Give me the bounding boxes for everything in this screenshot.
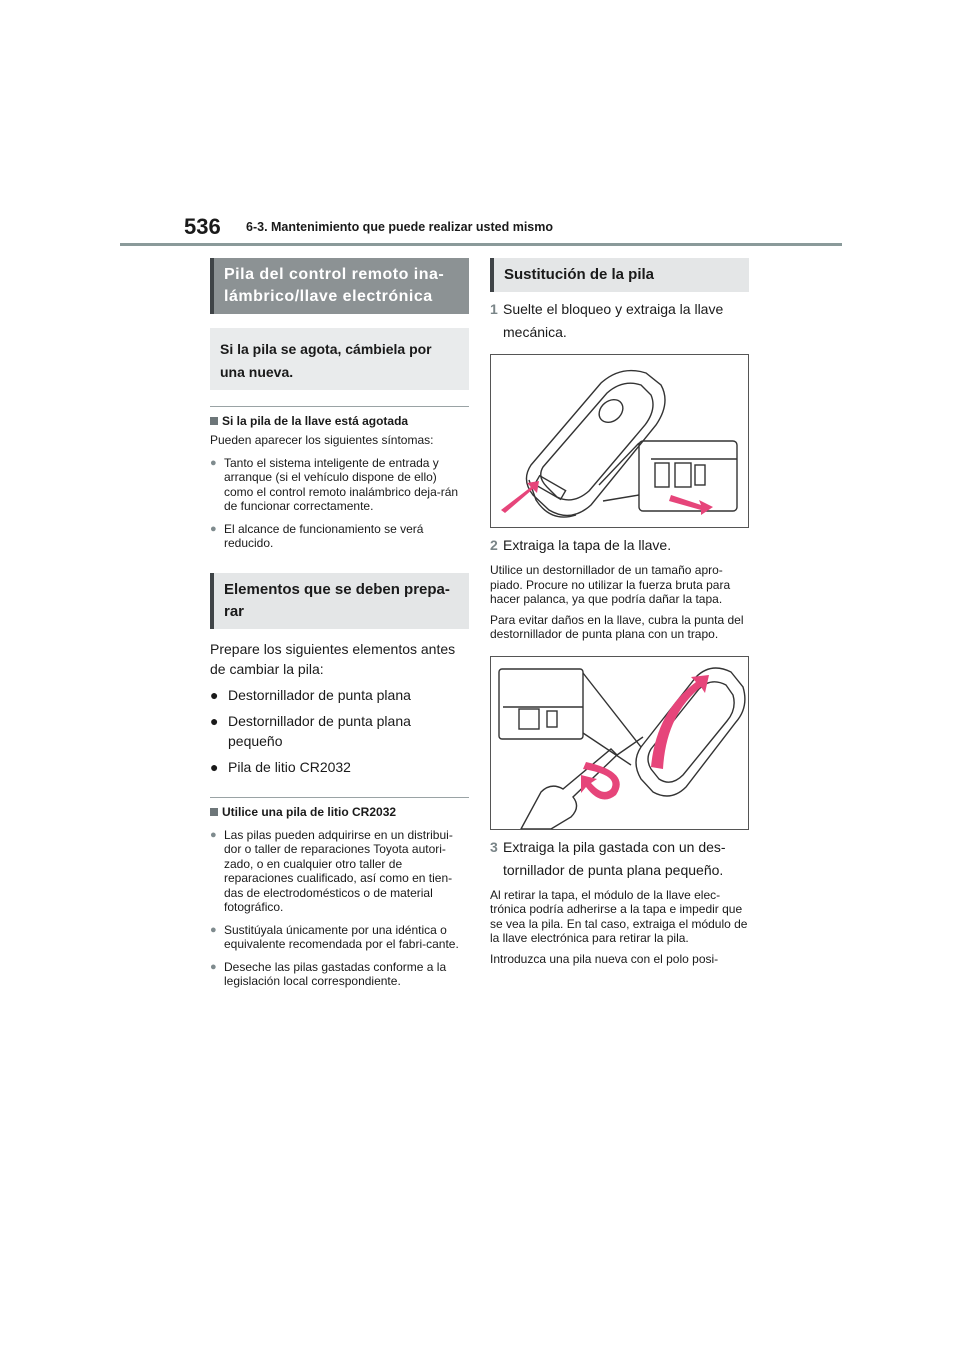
step3-note: Al retirar la tapa, el módulo de la llave elec-trónica podría adherirse a la tapa e impedir que se vea la pila. En tal caso, extraiga el módulo de la llave electrónica para retirar la pila. — [490, 887, 748, 945]
battery-section-header: Pila del control remoto ina- lámbrico/llave electrónica — [210, 258, 469, 314]
bullet-icon: ● — [210, 758, 219, 775]
intro-box: Si la pila se agota, cámbiela por una nueva. — [210, 328, 469, 390]
list-item: ● Pila de litio CR2032 — [210, 758, 351, 775]
header-rule — [120, 243, 842, 246]
subheading-dead-battery: Si la pila de la llave está agotada — [210, 413, 469, 429]
arrow-icon — [501, 481, 539, 513]
step-3: 3 Extraiga la pila gastada con un des-tornillador de punta plana pequeño. — [490, 838, 726, 878]
circle-bullet-icon: ● — [210, 828, 217, 841]
subheading-cr2032: Utilice una pila de litio CR2032 — [210, 804, 469, 820]
rotate-arrow-icon — [581, 762, 620, 800]
figure-remove-cover — [490, 656, 749, 830]
square-bullet-icon — [210, 417, 218, 425]
divider — [210, 797, 469, 798]
step2-note: Para evitar daños en la llave, cubra la punta del destornillador de punta plana con un trapo. — [490, 612, 744, 641]
list-item: ● Deseche las pilas gastadas conforme a la legislación local correspondiente. — [210, 959, 447, 988]
key-fob-illustration — [491, 355, 748, 527]
right-column — [490, 258, 749, 966]
step-2: 2 Extraiga la tapa de la llave. — [490, 537, 672, 553]
divider — [210, 406, 469, 407]
list-item: ● Destornillador de punta plana — [210, 686, 411, 703]
circle-bullet-icon: ● — [210, 960, 217, 973]
list-item: ● Destornillador de punta plana pequeño — [210, 712, 411, 749]
square-bullet-icon — [210, 808, 218, 816]
cover-removal-illustration — [491, 657, 748, 829]
replacement-section-header: Sustitución de la pila — [490, 258, 749, 292]
prepare-section-header: Elementos que se deben prepa- rar — [210, 573, 469, 629]
step2-note: Utilice un destornillador de un tamaño apro-piado. Procure no utilizar la fuerza bruta para hacer palanca, ya que podría dañar la tapa. — [490, 563, 731, 606]
circle-bullet-icon: ● — [210, 456, 217, 469]
list-item: ● Las pilas pueden adquirirse en un distribui-dor o taller de reparaciones Toyota autori-zado, o en cualquier otro taller de reparaciones cualificado, así como en tien-das de electrodomésticos o de material fotográfico. — [210, 827, 453, 914]
arrow-icon — [669, 495, 713, 515]
list-item: ● El alcance de funcionamiento se verá reducido. — [210, 521, 424, 550]
prepare-intro: Prepare los siguientes elementos antes de cambiar la pila: — [210, 640, 456, 677]
step-1: 1 Suelte el bloqueo y extraiga la llave mecánica. — [490, 301, 724, 340]
circle-bullet-icon: ● — [210, 923, 217, 936]
list-item: ● Sustitúyala únicamente por una idéntica o equivalente recomendada por el fabri-cante. — [210, 922, 459, 951]
figure-remove-mechanical-key — [490, 354, 749, 528]
bullet-icon: ● — [210, 686, 219, 703]
circle-bullet-icon: ● — [210, 522, 217, 535]
section-title: 6-3. Mantenimiento que puede realizar usted mismo — [246, 220, 554, 234]
list-item: ● Tanto el sistema inteligente de entrada y arranque (si el vehículo dispone de ello) como el control remoto inalámbrico deja-rán de funcionar correctamente. — [210, 455, 459, 513]
symptoms-intro: Pueden aparecer los siguientes síntomas: — [210, 433, 434, 447]
curved-arrow-icon — [651, 675, 709, 769]
step3-note: Introduzca una pila nueva con el polo posi- — [490, 951, 719, 966]
left-column — [210, 258, 469, 989]
page-number: 536 — [184, 214, 221, 239]
bullet-icon: ● — [210, 712, 219, 729]
